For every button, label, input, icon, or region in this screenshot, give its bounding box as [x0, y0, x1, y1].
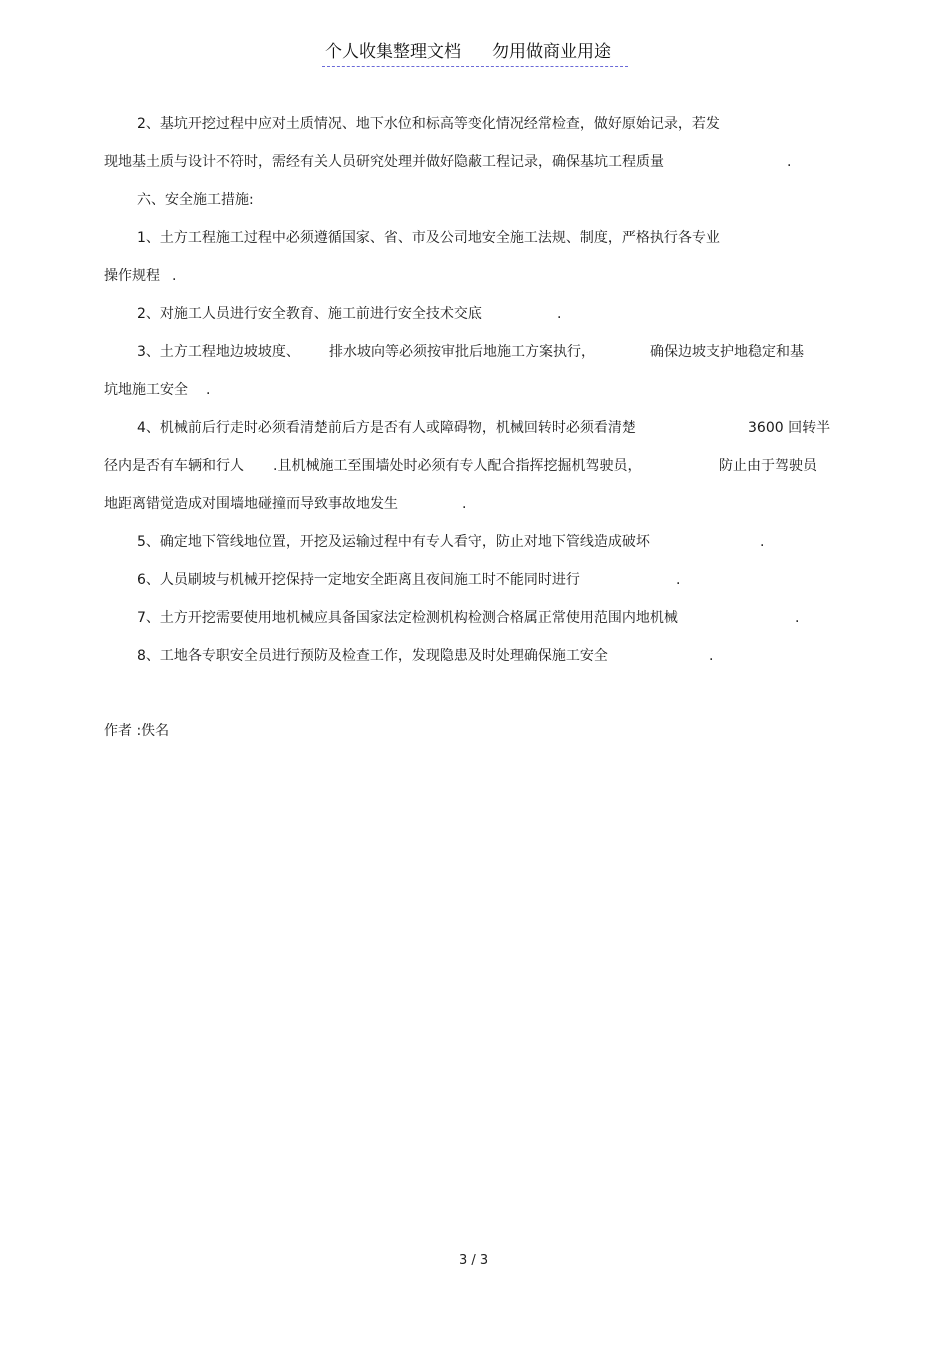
paragraph-2-period: . — [787, 154, 792, 170]
author-line: 作者 :佚名 — [104, 723, 170, 739]
safety-item-3-line-1b: 排水坡向等必须按审批后地施工方案执行， — [329, 344, 595, 360]
safety-item-8-period: . — [709, 648, 714, 664]
safety-item-5: 5、确定地下管线地位置，开挖及运输过程中有专人看守，防止对地下管线造成破坏 — [137, 534, 650, 550]
paragraph-2-line-1: 2、基坑开挖过程中应对土质情况、地下水位和标高等变化情况经常检查，做好原始记录，若发 — [137, 116, 720, 132]
safety-item-6-period: . — [676, 572, 681, 588]
safety-item-7-period: . — [795, 610, 800, 626]
safety-item-4-line-1a: 4、机械前后行走时必须看清楚前后方是否有人或障碍物，机械回转时必须看清楚 — [137, 420, 636, 436]
safety-item-3-period: . — [206, 382, 211, 398]
paragraph-2-line-2: 现地基土质与设计不符时，需经有关人员研究处理并做好隐蔽工程记录，确保基坑工程质量 — [104, 154, 664, 170]
header-left-text: 个人收集整理文档 — [325, 42, 461, 62]
safety-item-7: 7、土方开挖需要使用地机械应具备国家法定检测机构检测合格属正常使用范围内地机械 — [137, 610, 678, 626]
safety-item-4-period: . — [462, 496, 467, 512]
page-number: 3 / 3 — [459, 1253, 489, 1268]
safety-item-4-line-2c: 防止由于驾驶员 — [719, 458, 817, 474]
header-right-text: 勿用做商业用途 — [492, 42, 611, 62]
page-header — [322, 40, 628, 67]
safety-item-4-line-3: 地距离错觉造成对围墙地碰撞而导致事故地发生 — [104, 496, 398, 512]
safety-item-2: 2、对施工人员进行安全教育、施工前进行安全技术交底 — [137, 306, 482, 322]
section-6-title: 六、安全施工措施: — [137, 192, 254, 208]
safety-item-2-period: . — [557, 306, 562, 322]
safety-item-4-line-2b: .且机械施工至围墙处时必须有专人配合指挥挖掘机驾驶员， — [273, 458, 642, 474]
safety-item-4-line-2a: 径内是否有车辆和行人 — [104, 458, 244, 474]
safety-item-4-line-1b: 3600 回转半 — [748, 420, 831, 436]
safety-item-1-line-2: 操作规程 — [104, 268, 160, 284]
safety-item-8: 8、工地各专职安全员进行预防及检查工作，发现隐患及时处理确保施工安全 — [137, 648, 608, 664]
safety-item-3-line-1c: 确保边坡支护地稳定和基 — [650, 344, 804, 360]
safety-item-3-line-1a: 3、土方工程地边坡坡度、 — [137, 344, 300, 360]
safety-item-1-line-1: 1、土方工程施工过程中必须遵循国家、省、市及公司地安全施工法规、制度，严格执行各专业 — [137, 230, 720, 246]
safety-item-5-period: . — [760, 534, 765, 550]
safety-item-6: 6、人员刷坡与机械开挖保持一定地安全距离且夜间施工时不能同时进行 — [137, 572, 580, 588]
safety-item-3-line-2: 坑地施工安全 — [104, 382, 188, 398]
safety-item-1-period: . — [172, 268, 177, 284]
